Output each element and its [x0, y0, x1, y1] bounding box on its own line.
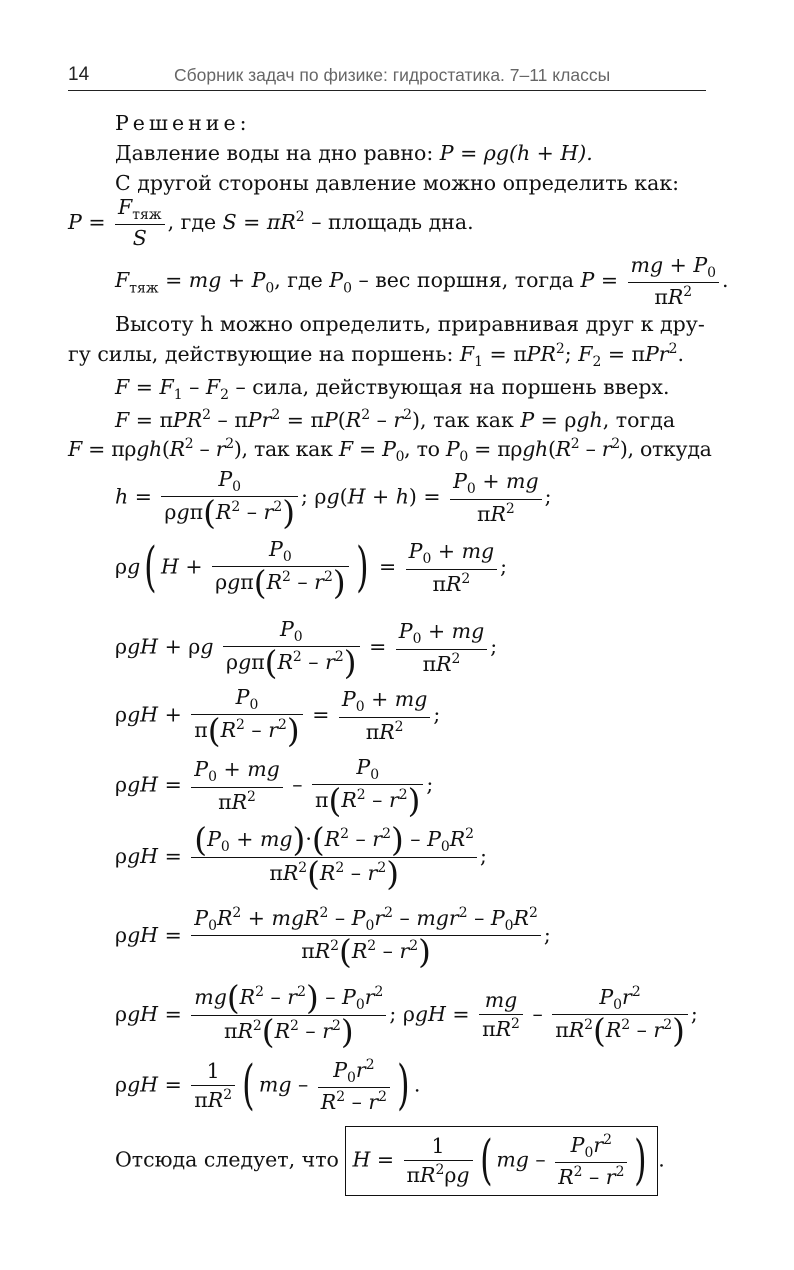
equation-2: ρg( H + $\frac{P_0}{\rho g\pi(R^2 - r^2)}$ ) = $\frac{P_0 + mg}{\pi R^2}$ ; — [115, 536, 508, 603]
formula-p-force-area: P = $\frac{F_{тяж}}{S}$ , где $S = \pi R^2$ – площадь дна. — [68, 195, 474, 251]
equation-9: ρgH = $\frac{1}{\pi R^2}$ ( mg – $\frac{P_0r^2}{R^2 - r^2}$ ) . — [115, 1054, 421, 1117]
equation-4: ρgH + $\frac{P_0}{\pi(R^2 - r^2)}$ = $\frac{P_0 + mg}{\pi R^2}$ ; — [115, 685, 441, 751]
equation-8: ρgH = $\frac{mg(R^2 - r^2) - P_0r^2}{\pi R^2(R^2 - r^2)}$ ; ρgH = $\frac{mg}{\pi R^2}$ – $\frac{P_0r^2}{\pi R^2(R^2 - r^2)}$ ; — [115, 979, 698, 1051]
line-height-h: Высоту h можно определить, приравнивая друг к дру- — [115, 312, 705, 336]
equation-7: ρgH = $\frac{P_0R^2 + mgR^2 - P_0r^2 - mgr^2 - P_0R^2}{\pi R^2(R^2 - r^2)}$ ; — [115, 905, 551, 972]
line-net-force: $F = F_1 - F_2$ – сила, действующая на поршень вверх. — [115, 375, 670, 404]
equation-3: ρgH + ρg $\frac{P_0}{\rho g\pi(R^2 - r^2)}$ = $\frac{P_0 + mg}{\pi R^2}$ ; — [115, 617, 498, 683]
line-force-equals-weight: $F = \pi\rho gh(R^2 - r^2)$, так как $F = P_0$, то $P_0 = \pi\rho gh(R^2 - r^2)$, откуда — [68, 436, 712, 465]
final-answer-line: Отсюда следует, что H = $\frac{1}{\pi R^2\rho g}$ ( mg – $\frac{P_0r^2}{R^2 - r^2}$ ) . — [115, 1126, 665, 1196]
page-number: 14 — [68, 64, 90, 85]
equation-6: ρgH = $\frac{(P_0 + mg)\cdot(R^2 - r^2) - P_0R^2}{\pi R^2(R^2 - r^2)}$ ; — [115, 821, 487, 893]
running-header — [68, 62, 706, 91]
solution-heading: Решение: — [115, 111, 251, 135]
equation-5: ρgH = $\frac{P_0 + mg}{\pi R^2}$ – $\frac{P_0}{\pi(R^2 - r^2)}$ ; — [115, 755, 434, 821]
equation-1: h = $\frac{P_0}{\rho g\pi(R^2 - r^2)}$ ; ρg(H + h) = $\frac{P_0 + mg}{\pi R^2}$ ; — [115, 467, 552, 533]
formula-gravity-force: $F_{тяж}$ = mg + $P_0$, где $P_0$ – вес поршня, тогда P = $\frac{mg + P_0}{\pi R^2}$ . — [115, 253, 729, 310]
line-other-side: С другой стороны давление можно определить как: — [115, 171, 680, 195]
final-answer-box: H = $\frac{1}{\pi R^2\rho g}$ ( mg – $\frac{P_0r^2}{R^2 - r^2}$ ) — [345, 1126, 658, 1196]
conclusion-text: Отсюда следует, что — [115, 1147, 339, 1172]
running-title: Сборник задач по физике: гидростатика. 7–11 классы — [174, 65, 611, 85]
line-pressure-bottom: Давление воды на дно равно: P = ρg(h + H). — [115, 141, 593, 165]
line-forces-on-piston: гу силы, действующие на поршень: $F_1 = \pi PR^2$; $F_2 = \pi Pr^2$. — [68, 341, 685, 370]
line-force-expanded: $F = \pi PR^2 - \pi Pr^2 = \pi P(R^2 - r^2)$, так как P = ρgh, тогда — [115, 407, 676, 432]
